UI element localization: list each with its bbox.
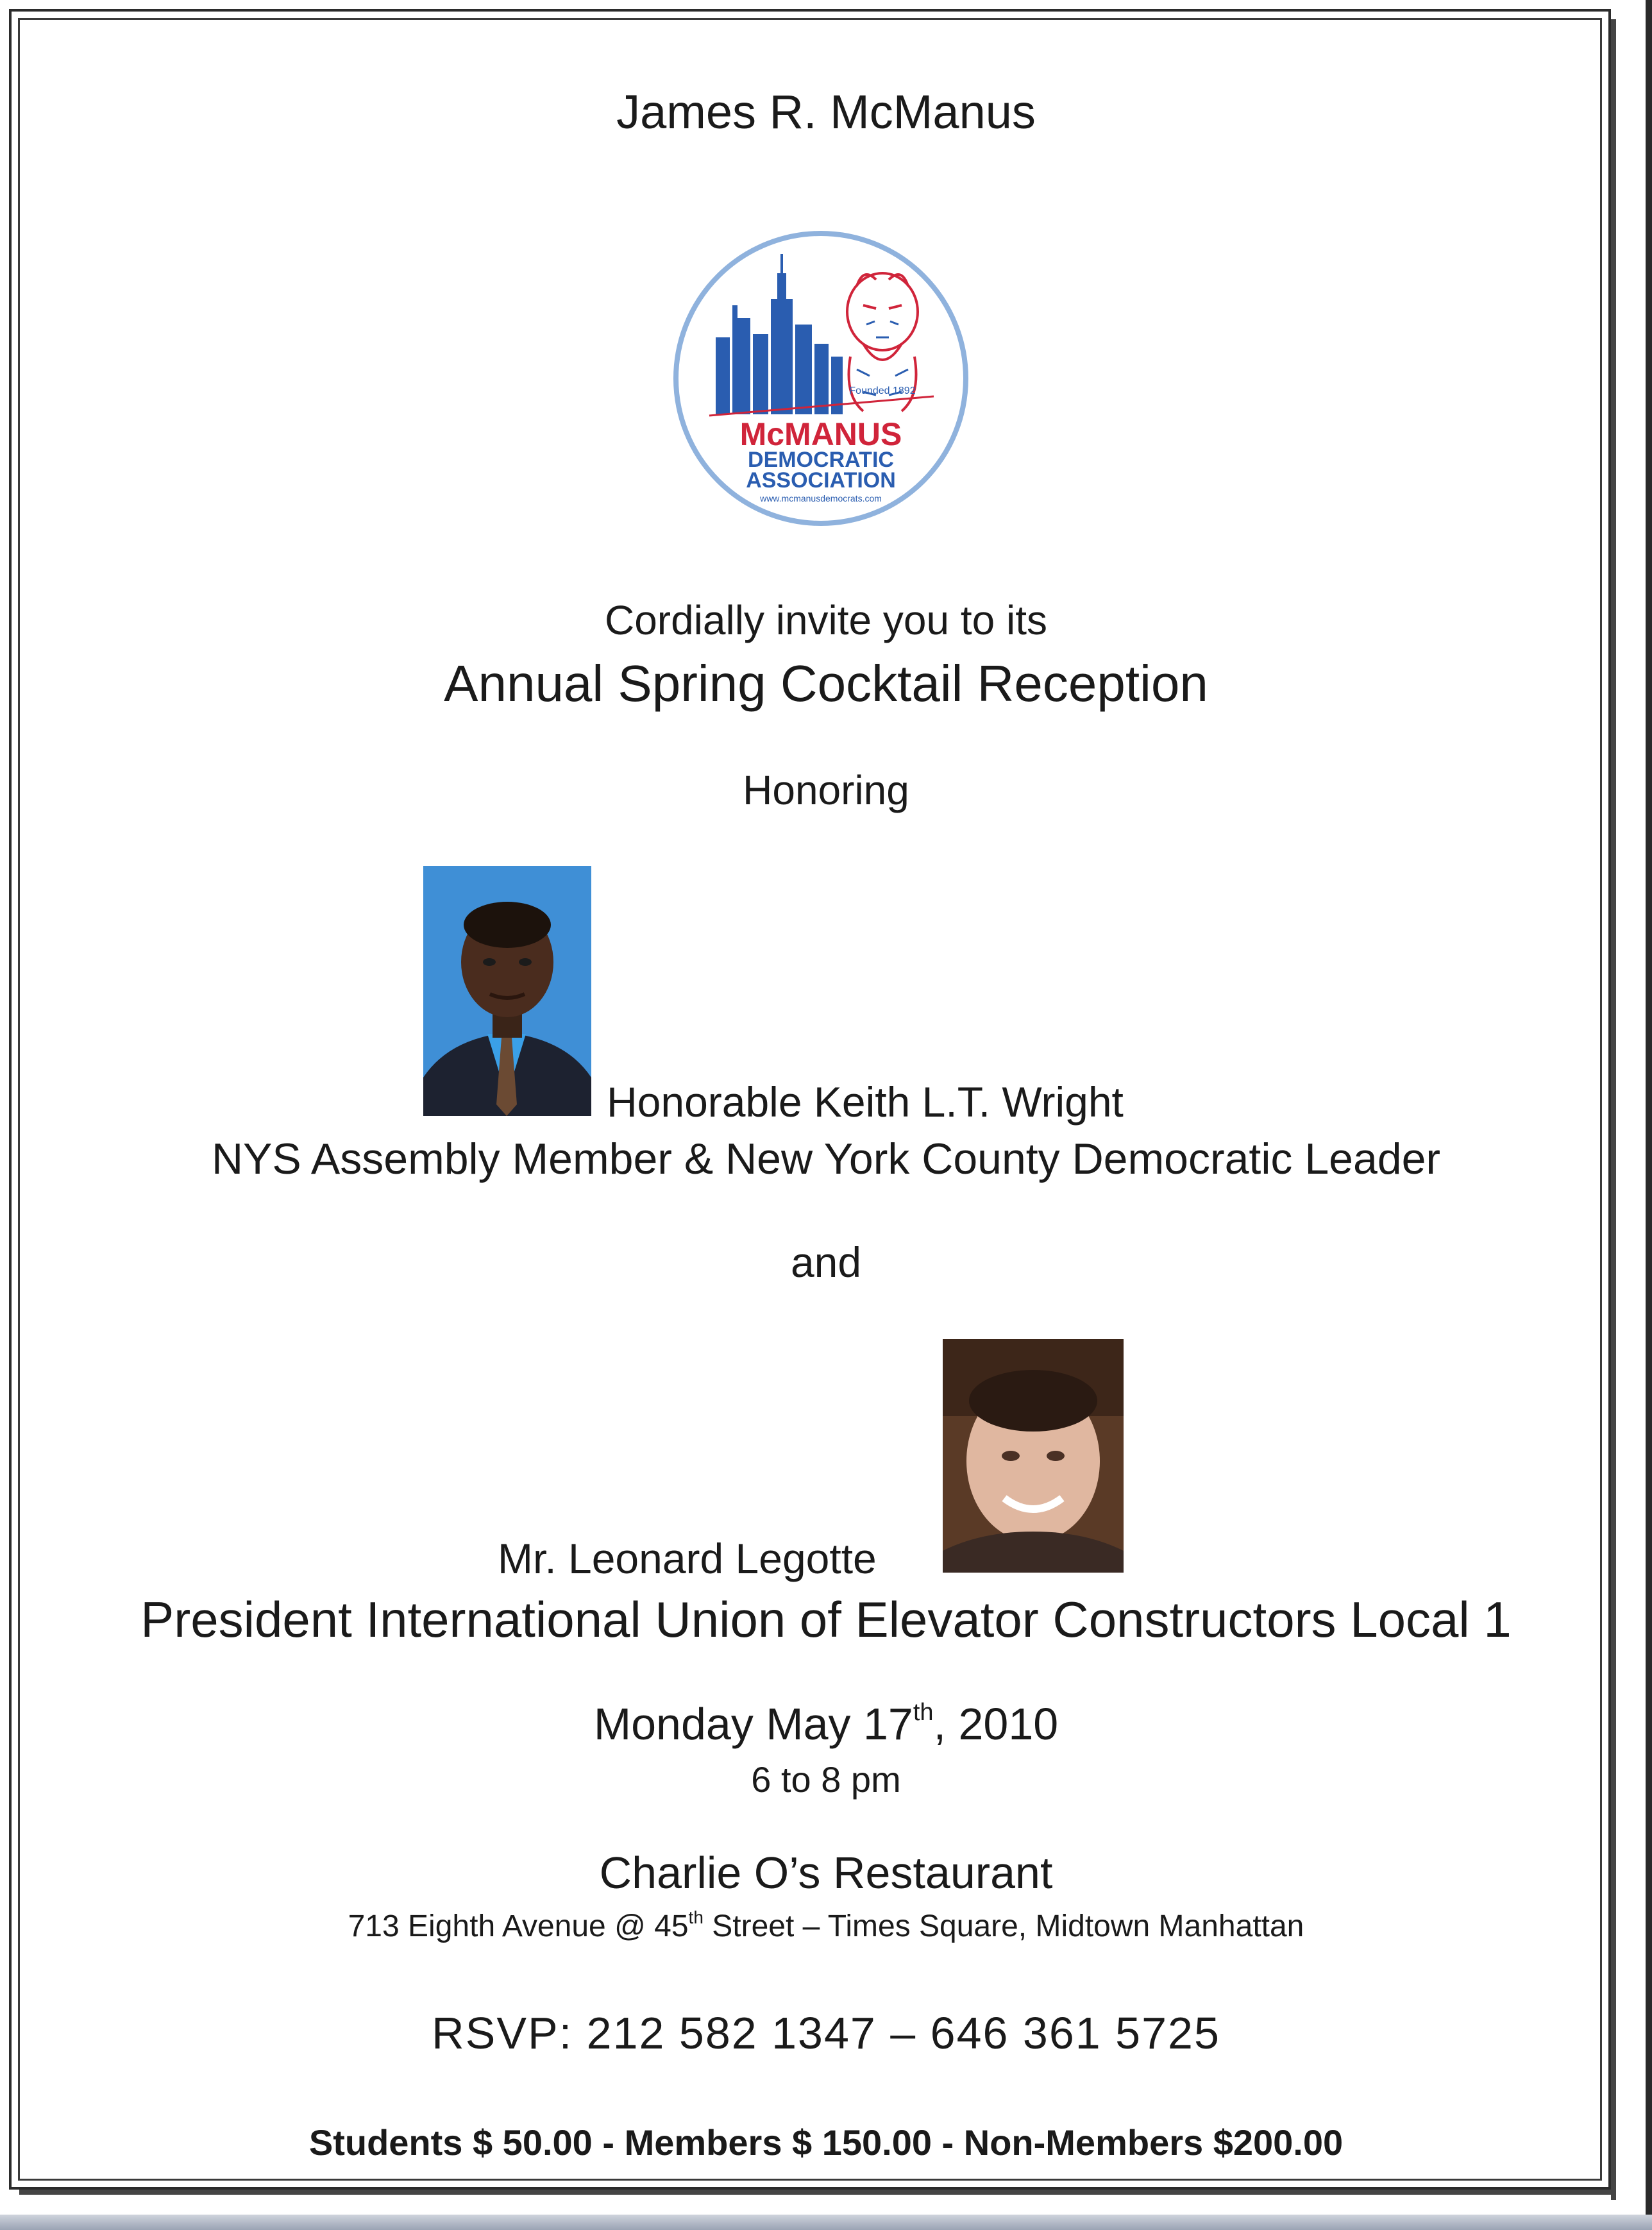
honoree-1-name: Honorable Keith L.T. Wright <box>607 1078 1124 1126</box>
address-rest: Street – Times Square, Midtown Manhattan <box>703 1909 1304 1943</box>
invitation-line: Cordially invite you to its <box>604 597 1048 643</box>
ticket-prices: Students $ 50.00 - Members $ 150.00 - Non-Members $200.00 <box>308 2122 1344 2163</box>
logo-founded: Founded 1892 <box>849 385 916 396</box>
address-prefix: 713 Eighth Avenue @ 45 <box>348 1909 689 1943</box>
date-year: , 2010 <box>933 1699 1059 1749</box>
scan-edge-bottom <box>0 2215 1652 2230</box>
conjunction: and <box>790 1238 862 1286</box>
honoree-1-title: NYS Assembly Member & New York County Democratic Leader <box>211 1135 1441 1183</box>
rsvp-line: RSVP: 212 582 1347 – 646 361 5725 <box>432 2008 1220 2058</box>
address-sup: th <box>688 1907 704 1927</box>
logo-line3: ASSOCIATION <box>746 468 896 493</box>
date-suffix: th <box>913 1699 934 1726</box>
honoree-2-photo <box>943 1339 1124 1573</box>
honoree-1-photo <box>423 866 591 1116</box>
honoree-2-title: President International Union of Elevator Constructors Local 1 <box>140 1591 1512 1648</box>
venue-address <box>0 1909 1652 1944</box>
logo-graphic <box>671 228 971 528</box>
frame-shadow-bottom <box>19 2190 1616 2195</box>
association-logo <box>671 228 971 528</box>
logo-line2: DEMOCRATIC <box>748 448 894 472</box>
honoring-label: Honoring <box>743 767 909 813</box>
logo-line1: McMANUS <box>739 416 902 452</box>
honoree-2-name: Mr. Leonard Legotte <box>498 1535 877 1582</box>
date-prefix: Monday May 17 <box>593 1699 913 1749</box>
event-title: Annual Spring Cocktail Reception <box>444 655 1208 712</box>
event-date <box>0 1698 1652 1750</box>
event-time: 6 to 8 pm <box>751 1759 901 1800</box>
venue-name: Charlie O’s Restaurant <box>599 1848 1053 1898</box>
logo-url: www.mcmanusdemocrats.com <box>760 493 882 503</box>
host-name: James R. McManus <box>616 85 1036 139</box>
